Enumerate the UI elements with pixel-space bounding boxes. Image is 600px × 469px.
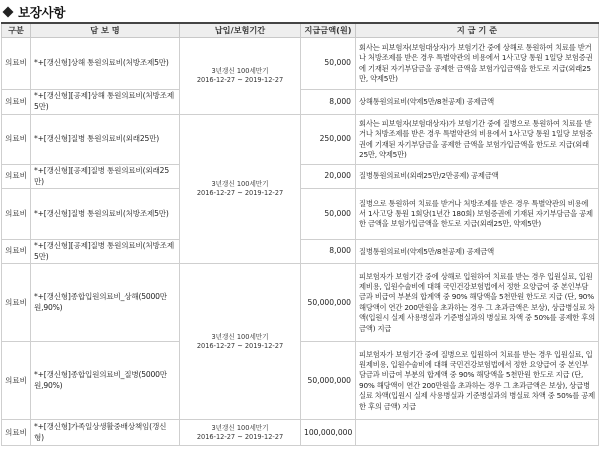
row-period xyxy=(180,38,301,115)
period-type: 3년갱신 100세만기 xyxy=(211,332,269,341)
row-criteria: 피보험자가 보험기간 중에 상해로 입원하여 치료를 받는 경우 입원실료, 입원제비용, 입원수술비에 대해 국민건강보험법에서 정한 요양급여 중 본인부담금과 비급여 부분의 합계액 중 90% 해당액을 5천만원 한도로 지급 (단, 90% 해당액이 연간 200만원을 초과하는 경우 그 초과금액은 보상), 상급병실료 차액(입원시 실제 사용병실과 기준병실과의 병실료 차액 중 50%를 공제한 후의 금액) 지급 xyxy=(356,264,599,342)
row-amount: 20,000 xyxy=(301,165,356,189)
row-category: 의료비 xyxy=(2,264,31,342)
header-criteria: 지 급 기 준 xyxy=(356,23,599,38)
row-name: *+[갱신형][공제]질병 통원의료비(외래25만) xyxy=(31,165,180,189)
row-period xyxy=(180,420,301,446)
row-amount: 250,000 xyxy=(301,115,356,165)
row-name: *+[갱신형]질병 통원의료비(처방조제5만) xyxy=(31,189,180,240)
row-category: 의료비 xyxy=(2,189,31,240)
row-category: 의료비 xyxy=(2,240,31,264)
row-period xyxy=(180,115,301,264)
table-header-row xyxy=(2,23,599,38)
table-row xyxy=(2,165,599,189)
header-period: 납입/보험기간 xyxy=(180,23,301,38)
table-row xyxy=(2,189,599,240)
row-criteria: 피보험자가 보험기간 중에 질병으로 입원하여 치료를 받는 경우 입원실료, 입원제비용, 입원수술비에 대해 국민건강보험법에서 정한 요양급여 중 본인부담금과 비급여 부분의 합계액 중 90% 해당액을 5천만원 한도로 지급 (단, 90% 해당액이 연간 200만원을 초과하는 경우 그 초과금액은 보상), 상급병실료 차액(입원시 실제 사용병실과 기준병실과의 병실료 차액 중 50%를 공제한 후의 금액) 지급 xyxy=(356,342,599,420)
period-type: 3년갱신 100세만기 xyxy=(211,180,269,189)
table-row xyxy=(2,90,599,115)
row-criteria: 질병통원의료비(약제5만/8천공제) 공제금액 xyxy=(356,240,599,264)
coverage-table xyxy=(1,22,599,446)
period-range: 2016-12-27 ~ 2019-12-27 xyxy=(196,76,284,84)
period-type: 3년갱신 100세만기 xyxy=(211,67,269,75)
row-name: *+[갱신형]종합입원의료비_질병(5000만원,90%) xyxy=(31,342,180,420)
row-criteria: 상해통원의료비(약제5만/8천공제) 공제금액 xyxy=(356,90,599,115)
table-row xyxy=(2,420,599,446)
row-name: *+[갱신형]질병 통원의료비(외래25만) xyxy=(31,115,180,165)
row-name: *+[갱신형]종합입원의료비_상해(5000만원,90%) xyxy=(31,264,180,342)
row-amount: 50,000,000 xyxy=(301,342,356,420)
row-category: 의료비 xyxy=(2,342,31,420)
section-title xyxy=(2,2,65,22)
table-row xyxy=(2,38,599,90)
row-amount: 50,000 xyxy=(301,38,356,90)
row-name: *+[갱신형]가족일상생활중배상책임(갱신형) xyxy=(31,420,180,446)
row-category: 의료비 xyxy=(2,38,31,90)
row-category: 의료비 xyxy=(2,90,31,115)
diamond-bullet-icon xyxy=(2,6,14,18)
row-name: *+[갱신형][공제]질병 통원의료비(처방조제5만) xyxy=(31,240,180,264)
row-amount: 8,000 xyxy=(301,240,356,264)
period-range: 2016-12-27 ~ 2019-12-27 xyxy=(196,341,284,350)
row-category: 의료비 xyxy=(2,115,31,165)
row-criteria xyxy=(356,420,599,446)
period-range: 2016-12-27 ~ 2019-12-27 xyxy=(196,432,284,441)
row-criteria: 회사는 피보험자(보험대상자)가 보험기간 중에 상해로 통원하여 치료를 받거나 처방조제를 받은 경우 특별약관의 비용에서 1사고당 통원 1일당 보험증권에 기재된 자기부담금을 공제한 금액을 보험가입금액을 한도로 지급(외래25만, 약제5만) xyxy=(356,38,599,90)
row-period xyxy=(180,264,301,420)
section-title-text: 보장사항 xyxy=(18,5,66,20)
row-category: 의료비 xyxy=(2,420,31,446)
table-row xyxy=(2,240,599,264)
header-name: 담 보 명 xyxy=(31,23,180,38)
row-name: *+[갱신형]상해 통원의료비(처방조제5만) xyxy=(31,38,180,90)
row-criteria: 질병통원의료비(외래25만/2만공제) 공제금액 xyxy=(356,165,599,189)
period-range: 2016-12-27 ~ 2019-12-27 xyxy=(196,189,284,198)
row-amount: 50,000,000 xyxy=(301,264,356,342)
table-row xyxy=(2,115,599,165)
table-row xyxy=(2,264,599,342)
header-amount: 지급금액(원) xyxy=(301,23,356,38)
row-category: 의료비 xyxy=(2,165,31,189)
row-name: *+[갱신형][공제]상해 통원의료비(처방조제5만) xyxy=(31,90,180,115)
table-row xyxy=(2,342,599,420)
row-amount: 50,000 xyxy=(301,189,356,240)
header-category: 구분 xyxy=(2,23,31,38)
row-amount: 8,000 xyxy=(301,90,356,115)
row-criteria: 회사는 피보험자(보험대상자)가 보험기간 중에 질병으로 통원하여 치료를 받거나 처방조제를 받은 경우 특별약관의 비용에서 1사고당 통원 1일당 보험증권에 기재된 자기부담금을 공제한 금액을 보험가입금액을 한도로 지급(외래25만, 약제5만) xyxy=(356,115,599,165)
period-type: 3년갱신 100세만기 xyxy=(211,423,269,432)
row-criteria: 질병으로 통원하여 치료를 받거나 처방조제를 받은 경우 특별약관의 비용에서 1사고당 통원 1회당(1년간 180회) 보험증권에 기재된 자기부담금을 공제한 금액을 보험가입금액을 한도로 지급(외래25만, 약제5만) xyxy=(356,189,599,240)
row-amount: 100,000,000 xyxy=(301,420,356,446)
